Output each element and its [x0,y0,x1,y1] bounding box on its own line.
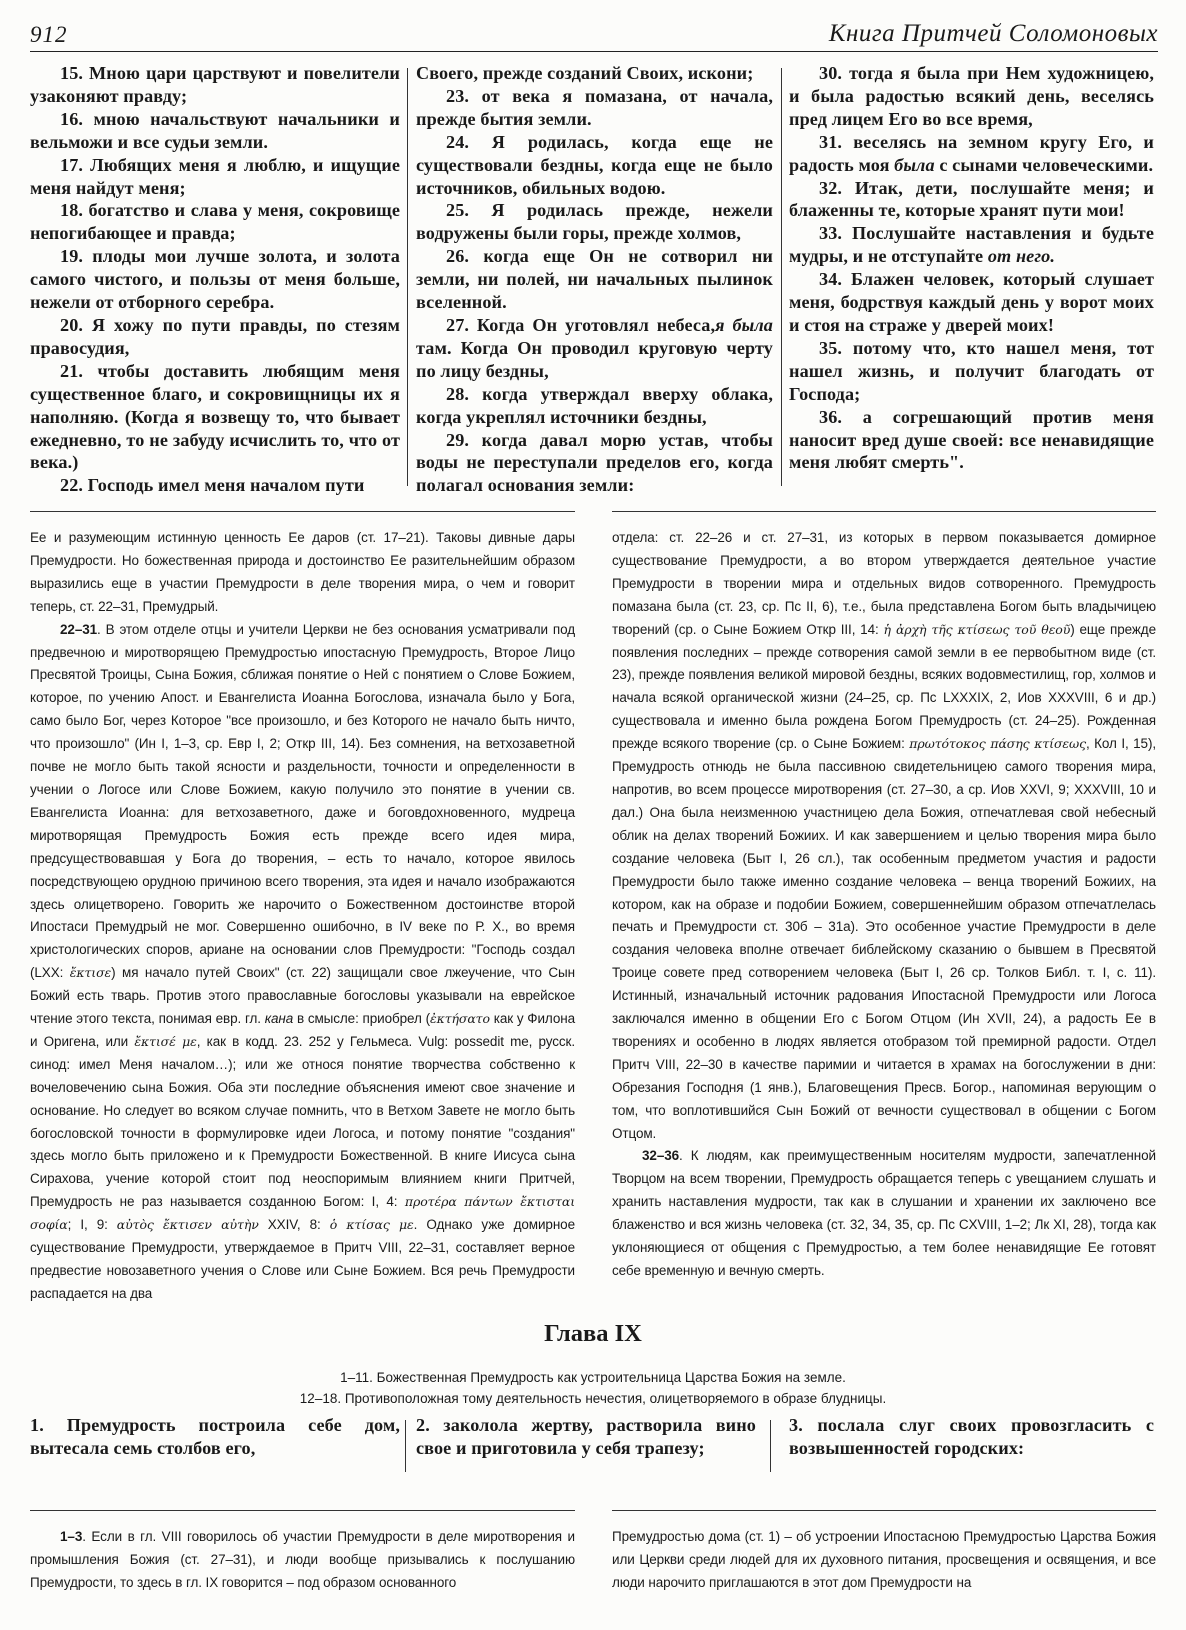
greek-text: πρωτότοκος πάσης κτίσεως [909,736,1086,752]
chapter-commentary-column-2 [612,1526,1156,1595]
summary-line: 1–11. Божественная Премудрость как устроительница Царства Божия на земле. [340,1370,846,1385]
verse-column-2 [416,62,773,496]
verse-column-1 [30,62,400,496]
verse-text: там. Когда Он проводил круговую черту по лицу бездны, [416,337,773,381]
verse-column-3 [789,62,1154,490]
summary-line: 12–18. Противоположная тому деятельность нечестия, олицетворяемого в образе блудницы. [299,1391,887,1406]
verse-ref: 1–3 [60,1529,83,1544]
verse: 3. послала слуг своих провозгласить с возвышенностей городских: [789,1415,1154,1458]
verse-ref: 32–36 [642,1148,680,1164]
greek-text: ἔκτισέ με [134,1033,197,1049]
verse-italic: я была [715,314,773,335]
commentary-column-1 [30,527,575,1306]
column-separator [770,1420,771,1472]
page-number: 912 [30,22,68,47]
running-header [30,18,1158,52]
verse: 18. богатство и слава у меня, сокровище непогибающее и правда; [30,200,400,244]
greek-text: ἔκτισε [69,965,112,981]
verse-text: 33. Послушайте наставления и будьте мудры, и не отступайте [789,223,1154,267]
verse: 32. Итак, дети, послушайте меня; и блаженны те, которые хранят пути мои! [789,177,1154,221]
verse: 15. Мною цари царствуют и повелители узаконяют правду; [30,63,400,106]
verse: 26. когда еще Он не сотворил ни земли, ни полей, ни начальных пылинок вселенной. [416,246,773,313]
commentary-text: . К людям, как преимущественным носителям мудрости, запечатленной Творцом на всем творении, Премудрость обращается теперь с увещанием слушать и хранить наставления мудрости, так как в слушании и хранении их заключено все блаженство и вся жизнь человека (ст. 32, 34, 35, ср. Пс CXVIII, 1–2; Лк XI, 28), тогда как уклоняющиеся от общения с Премудростью, а тем более ненавидящие Ее готовят себе временную и вечную смерть. [612,1148,1156,1278]
chapter-title: Глава IX [544,1320,642,1347]
column-separator [405,1420,406,1472]
commentary-text: ) еще прежде появления последних – прежде сотворения самой земли в ее первобытном виде (ст. 23), прежде появления великой мировой бездны, всяких водовместилищ, гор, холмов и начала всякой органической жизни (24–25, ср. Пс LXXXIX, 2, Иов XXXVIII, 6 и др.) существовала и именно была рождена Богом Премудрость (ст. 24–25). Рожденная прежде всякого творение (ср. о Сыне Божием: [612,621,1156,752]
commentary-paragraph [30,1526,575,1595]
book-title: Книга Притчей Соломоновых [828,20,1158,47]
commentary-text: XXIV, 8: [258,1217,330,1233]
header-rule [30,51,1158,52]
commentary-text: , Кол I, 15), Премудрость отнюдь не была пассивною свидетельницею самого творения мира, напротив, во всем процессе миротворения (ст. 27–30, а ср. Иов XXVI, 9; XXXVIII, 10 и дал.) Она была неизменною участницею дела Божия, отпечатлевая свой небесный облик на делах творений Божиих. И как завершением и целью творения мира было создание человека (Быт I, 26 сл.), так особенным предметом участия и радости Премудрости было также именно создание человека – венца творений Божиих, на котором, как на образе и подобии Божием, совершеннейшим образом отпечатлелась печать и Премудрости ст. 30б – 31а). Это особенное участие Премудрости в деле создания человека вполне отвечает библейскому сказанию о бывшем в Пресвятой Троице совете пред сотворением человека (Быт I, 26 ср. Толков Библ. т. I, с. 11). Истинный, изначальный источник радования Ипостасной Премудрости или Логоса заключался именно в общении Его с Богом Отцом (Ин XVII, 24), а радость Ее в творениях и особенно в людях является отобразом той премирной радости. Отдел Притч VIII, 22–30 в качестве паримии и читается в храмах на богослужении в дни: Обрезания Господня (1 янв.), Благовещения Пресв. Богор., напоминая верующим о том, что воплотившийся Сын Божий от вечности существовал в общении с Богом Отцом. [612,736,1156,1141]
chapter-verse-column-1 [30,1414,400,1474]
verse: 30. тогда я была при Нем художницею, и была радостью всякий день, веселясь пред лицем Его во все время, [789,63,1154,129]
verse: 19. плоды мои лучше золота, и золота самого чистого, и пользы от меня больше, нежели от отборного серебра. [30,246,400,313]
commentary-text: как у Филона и Оригена, или [30,1011,576,1049]
verse: 28. когда утверждал вверху облака, когда укреплял источники бездны, [416,383,773,427]
commentary-text: , как в кодд. 23. 252 у Гельмеса. Vulg: possedit me, русск. синод: имел Меня началом…); или же относя понятие творчества собственно к вочеловечению сына Божия. Оба эти последние объяснения имеют свое значение и основание. Но следует во всяком случае помнить, что в Ветхом Завете не могло быть богословской точности в формулировке идеи Логоса, и потому понятие "создания" здесь могло быть приложено и к Премудрости Божественной. В книге Иисуса сына Сирахова, учение которой стоит под неоспоримым влиянием книги Притчей, Премудрость не раз называется созданною Богом: I, 4: [30,1033,576,1210]
commentary-column-2 [612,527,1156,1283]
commentary-paragraph: Премудростью дома (ст. 1) – об устроении Ипостасною Премудростью Царства Божия или Церкви среди людей для их духовного питания, просвещения и освящения, и все люди нарочито приглашаются в этот дом Премудрости на [612,1529,1156,1590]
verse-ref: 22–31 [60,621,98,637]
chapter-verse-column-3 [789,1414,1154,1474]
greek-text: ὁ κτίσας με [329,1217,414,1233]
verse-text: 31. веселясь на земном кругу Его, и радость моя [789,131,1154,175]
verse-italic: от него. [987,246,1055,267]
verse: 29. когда давал морю устав, чтобы воды не переступали пределов его, когда полагал основания земли: [416,429,773,496]
chapter-summary [0,1367,1186,1409]
greek-text: ἐκτήσατο [429,1011,490,1027]
commentary-paragraph [612,527,1156,1145]
verse: 34. Блажен человек, который слушает меня, бодрствуя каждый день у ворот моих и стоя на страже у дверей моих! [789,269,1154,335]
verse: 1. Премудрость построила себе дом, вытесала семь столбов его, [30,1415,400,1458]
verse [416,314,773,383]
commentary-paragraph: Ее и разумеющим истинную ценность Ее даров (ст. 17–21). Таковы дивные дары Премудрости. Но божественная природа и достоинство Ее разительнейшим образом выразились еще в участии Премудрости в деле творения мира, о чем и говорит теперь, ст. 22–31, Премудрый. [30,530,575,614]
greek-text: αὐτὸς ἔκτισεν αὐτὴν [116,1217,259,1233]
section-divider [30,1510,575,1511]
verse-text: с сынами человеческими. [934,154,1154,175]
commentary-text: . В этом отделе отцы и учители Церкви не без основания усматривали под предвечною и миротворящею Премудростью ипостасную Премудрость, Второе Лицо Пресвятой Троицы, Сына Божия, сближая понятие о Ней с понятием о Слове Божием, которое, по учению Апост. и Евангелиста Иоанна Богослова, изначала было у Бога, само было Бог, через Которое "все произошло, и без Которого не начало быть ничто, что произошло" (Ин I, 1–3, ср. Евр I, 2; Откр III, 14). Без сомнения, на ветхозаветной почве не могло быть такой ясности и раздельности, точности и определенности в учении о Логосе или Слове Божием, какую получило это понятие в учении св. Евангелиста Иоанна: для ветхозаветного, даже и боговдохновенного, мудреца миротворящая Премудрость Божия есть прежде всего идея мира, предсуществовавшая у Бога до творения, – есть то начало, которое явилось посредствующею орудною причиною всего творения, эта идея и начало изображаются здесь олицетворено. Говорить же нарочито о Божественном достоинстве второй Ипостаси Премудрый не мог. Совершенно ошибочно, в IV веке по Р. Х., во время христологических споров, ариане на основании слов Премудрости: "Господь создал (LXX: [30,621,575,981]
greek-text: προτέρα πάντων ἔκτισται σοφία [30,1194,575,1233]
verse-italic: была [894,154,935,175]
commentary-text: в смысле: приобрел ( [293,1011,430,1027]
verse: 35. потому что, кто нашел меня, тот нашел жизнь, и получит благодать от Господа; [789,337,1154,404]
verse: 2. заколола жертву, растворила вино свое и приготовила у себя трапезу; [416,1415,756,1458]
commentary-text: отдела: ст. 22–26 и ст. 27–31, из которых в первом показывается домирное существование Премудрости, а во втором утверждается деятельное участие Премудрости в творении мира и отдельных видов сотворенного. Премудрость помазана была (ст. 23, ср. Пс II, 6), т.е., была представлена Богом быть владычицею творений (ср. о Сыне Божием Откр III, 14: [612,530,1156,637]
commentary-text: ) мя начало путей Своих" (ст. 22) защищали свое лжеучение, что Сын Божий есть тварь. Против этого православные богословы указывали на еврейское чтение этого текста, понимая евр. гл. [30,965,575,1027]
section-divider [612,1510,1156,1511]
verse [789,131,1154,177]
section-divider [30,511,575,512]
commentary-paragraph [612,1145,1156,1282]
column-separator [781,68,782,486]
commentary-text: . Если в гл. VIII говорилось об участии Премудрости в деле миротворения и промышления Божия (ст. 27–31), и люди вообще призывались к послушанию Премудрости, то здесь в гл. IX говорится – под образом основанного [30,1529,575,1590]
verse: 25. Я родилась прежде, нежели водружены были горы, прежде холмов, [416,200,773,244]
commentary-text: . Однако уже домирное существование Премудрости, утверждаемое в Притч VIII, 22–31, составляет верное предвестие новозаветного учения о Слове или Сыне Божием. Вся речь Премудрости распадается на два [30,1217,575,1301]
section-divider [612,511,1156,512]
verse: 21. чтобы доставить любящим меня существенное благо, и сокровищницы их я наполняю. (Когда я возвещу то, что бывает ежедневно, то не забуду исчислить то, что от века.) [30,360,400,473]
hebrew-term: кана [264,1011,294,1027]
commentary-paragraph [30,619,575,1306]
verse [789,222,1154,268]
commentary-text: ; I, 9: [67,1217,117,1233]
greek-text: ἡ ἀρχὴ τῆς κτίσεως τοῦ θεοῦ [883,621,1071,637]
chapter-commentary-column-1 [30,1526,575,1595]
chapter-verse-column-2 [416,1414,756,1474]
verse: 16. мною начальствуют начальники и вельможи и все судьи земли. [30,108,400,152]
verse: 36. а согрешающий против меня наносит вред душе своей: все ненавидящие меня любят смерть". [789,406,1154,473]
verse: 24. Я родилась, когда еще не существовали бездны, когда еще не было источников, обильных водою. [416,131,773,198]
verse: 20. Я хожу по пути правды, по стезям правосудия, [30,314,400,358]
verse-text: 27. Когда Он уготовлял небеса, [446,314,716,335]
column-separator [407,68,408,486]
verse-continuation: Своего, прежде созданий Своих, искони; [416,63,754,83]
verse: 17. Любящих меня я люблю, и ищущие меня найдут меня; [30,154,400,198]
verse: 22. Господь имел меня началом пути [60,475,365,496]
verse: 23. от века я помазана, от начала, прежде бытия земли. [416,85,773,129]
